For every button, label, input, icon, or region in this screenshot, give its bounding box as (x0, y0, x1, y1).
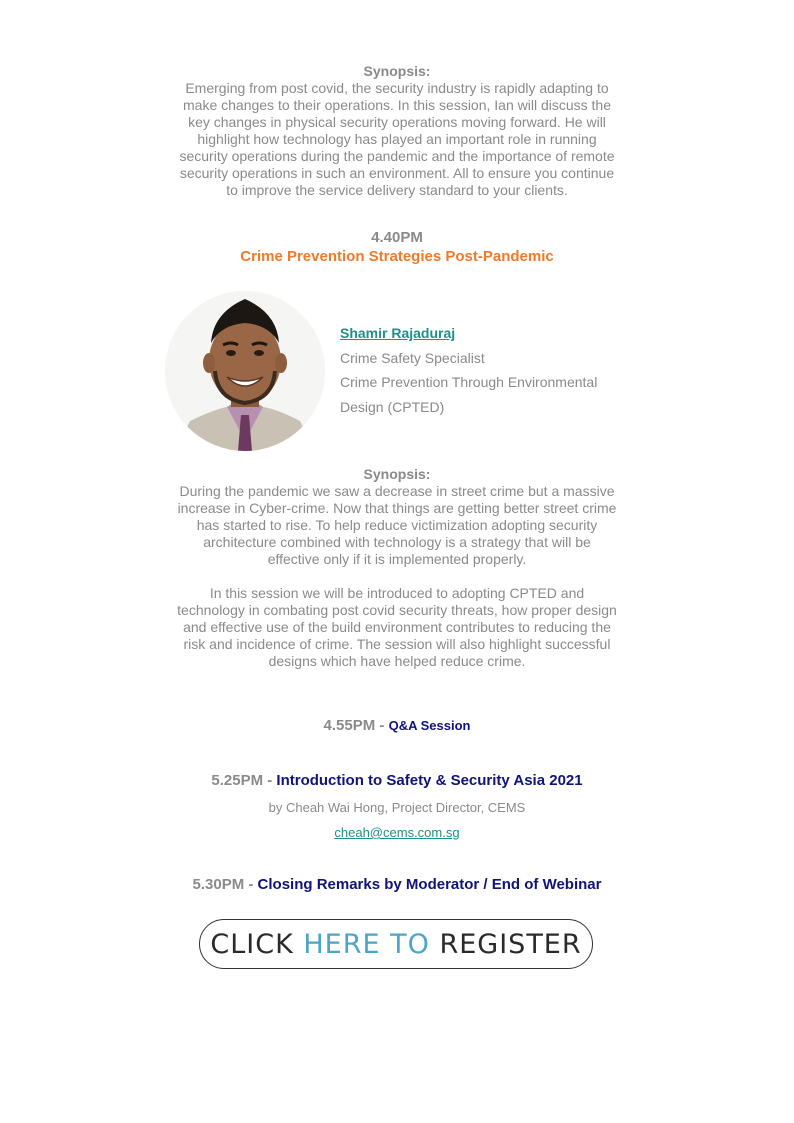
agenda-qa (0, 717, 794, 734)
synopsis-1-line: security operations during the pandemic and the importance of remote (179, 148, 615, 164)
speaker-name-link[interactable]: Shamir Rajaduraj (340, 325, 456, 341)
synopsis-2-line: architecture combined with technology is a strategy that will be (203, 534, 591, 550)
intro-by: by Cheah Wai Hong, Project Director, CEMS (268, 800, 526, 815)
agenda-closing (0, 876, 794, 893)
synopsis-2-line: technology in combating post covid security threats, how proper design (177, 602, 617, 618)
speaker-role: Design (CPTED) (340, 398, 445, 415)
synopsis-2-line: designs which have helped reduce crime. (268, 653, 526, 669)
intro-email-wrapper (0, 824, 794, 842)
register-label-register: REGISTER (439, 928, 582, 960)
speaker-role: Crime Prevention Through Environmental (340, 374, 598, 390)
session-title: Crime Prevention Strategies Post-Pandemic (240, 248, 554, 265)
closing-time: 5.30PM - (192, 876, 254, 893)
qa-time: 4.55PM - (323, 717, 385, 734)
synopsis-2-line: During the pandemic we saw a decrease in street crime but a massive (179, 483, 615, 499)
synopsis-2-line: has started to rise. To help reduce victimization adopting security (196, 517, 598, 533)
intro-title: Introduction to Safety & Security Asia 2021 (276, 772, 583, 789)
synopsis-1-line: to improve the service delivery standard to your clients. (226, 182, 568, 198)
synopsis-1 (0, 63, 794, 199)
speaker-info (340, 321, 597, 419)
synopsis-2-line: risk and incidence of crime. The session will also highlight successful (183, 636, 611, 652)
register-label-click: CLICK (210, 928, 304, 960)
synopsis-1-line: security operations in such an environment. All to ensure you continue (179, 165, 615, 181)
session-time: 4.40PM (371, 229, 423, 246)
synopsis-1-title: Synopsis: (363, 63, 431, 79)
synopsis-2-line: increase in Cyber-crime. Now that things are getting better street crime (177, 500, 617, 516)
speaker-photo (165, 291, 325, 451)
synopsis-2-line: and effective use of the build environment contributes to reducing the (183, 619, 611, 635)
synopsis-2-line: In this session we will be introduced to adopting CPTED and (209, 585, 585, 601)
agenda-intro (0, 772, 794, 789)
qa-title: Q&A Session (388, 718, 471, 733)
intro-time: 5.25PM - (211, 772, 273, 789)
intro-email-link[interactable]: cheah@cems.com.sg (334, 825, 460, 840)
synopsis-1-body (0, 80, 794, 199)
synopsis-2-title: Synopsis: (363, 466, 431, 482)
register-label-here-to: HERE TO (303, 928, 440, 960)
speaker-avatar-illustration (165, 291, 325, 451)
closing-title: Closing Remarks by Moderator / End of Webinar (257, 876, 602, 893)
synopsis-1-line: highlight how technology has played an important role in running (197, 131, 597, 147)
synopsis-2-para-2 (0, 585, 794, 670)
register-button[interactable] (199, 919, 593, 969)
session-heading (0, 229, 794, 265)
synopsis-1-line: key changes in physical security operations moving forward. He will (188, 114, 606, 130)
synopsis-2-line: effective only if it is implemented properly. (267, 551, 527, 567)
synopsis-2 (0, 466, 794, 670)
speaker-role: Crime Safety Specialist (340, 349, 485, 366)
synopsis-2-para-1 (0, 483, 794, 568)
synopsis-1-line: make changes to their operations. In this session, Ian will discuss the (183, 97, 611, 113)
synopsis-1-line: Emerging from post covid, the security industry is rapidly adapting to (185, 80, 609, 96)
